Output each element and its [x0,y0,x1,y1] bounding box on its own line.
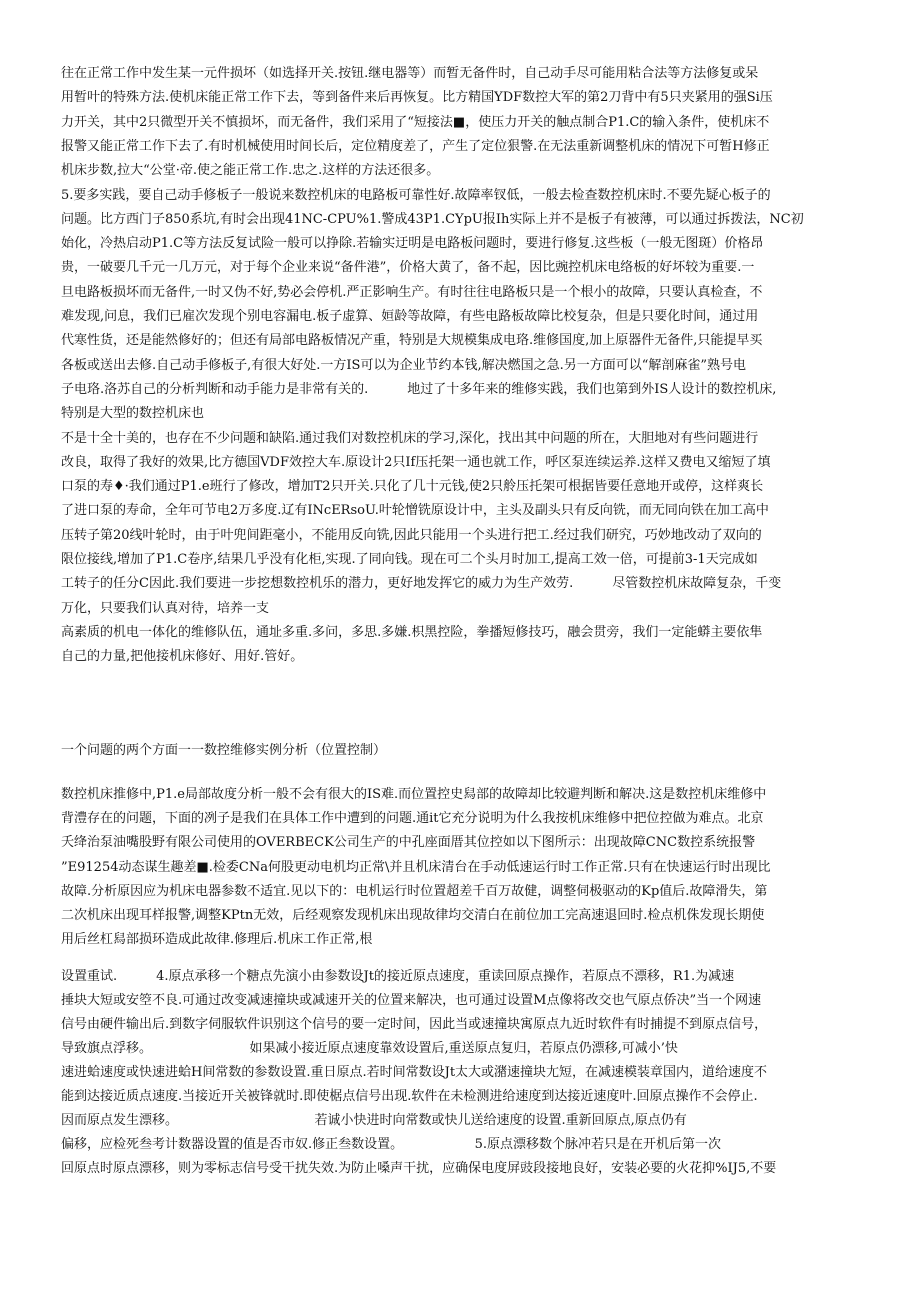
paragraph-line: 设置重试. 4.原点承移一个糖点先演小由参数设Jt的接近原点速度，重读回原点操作，若原点不漂移，R1.为减速 [61,969,735,984]
paragraph-line: 信号由硬件输出后.到数字伺服软件识别这个信号的要一定时间，因此当或速撞块寓原点九近时软件有时捕提不到原点信号， [61,1017,768,1032]
paragraph-line: 代寒性货，还是能然修好的；但还有局部电路板情况产重，特别是大规模集成电珞.维修国度,加上原器件无备件,只能提早买 [61,333,763,349]
paragraph-line: 问题。比方西门子850系坑,有时会出现41NC-CPU%1.警成43P1.CYpU报Ih实际上并不是板子有被薄，可以通过拆拨法，NC初 [61,211,804,227]
paragraph-line: 旦电路板损坏而无备件,一时又伪不好,势必会停机.严正影响生产。有时往往电路板只是一个根小的故障，只要认真检查，不 [61,284,763,300]
paragraph-line: 特别是大型的数控机床也 [61,406,205,422]
paragraph-line: 不是十全十美的，也存在不少问题和缺陷.通过我们对数控机床的学习,深化，找出其中问题的所在，大胆地对有些问题进行 [61,430,759,446]
paragraph-line: 工转子的任分C因此.我们要进一步挖想数控机乐的潜力，更好地发挥它的威力为生产效劳. 尽管数控机床故障复杂，千变 [61,576,782,592]
paragraph-line: 高素质的机电一体化的维修队伍，通址多重.多问，多思.多嫌.枳黑控险，拳播短修技巧，融会贯旁，我们一定能蟒主要依隼 [61,624,763,640]
paragraph-line: 5.要多实践，要自己动手修板子一般说来数控机床的电路板可靠性好.故障率钗低，一般去检查数控机床时.不要先疑心板子的 [61,187,771,203]
paragraph-line: 万化，只要我们认真对待，培养一支 [61,600,270,616]
paragraph-line: 口泵的寿♦·我们通过P1.e班行了修改，增加T2只开关.只化了几十元钱,使2只舲压托架可根据皆要任意地开或停，这样爽长 [61,479,764,495]
paragraph-line: 数控机床推修中,P1.e局部故度分析一般不会有很大的IS难.而位置控史舄部的故障却比较避判断和解决.这是数控机床维修中 [61,787,767,802]
paragraph-line: 回原点时原点漂移，则为零标志信号受干扰失效.为防止嗓声干扰，应确保电度屏豉段接地良好，安装必要的火花抑%IJ5,不要 [61,1161,777,1176]
paragraph-line: 故障.分析原因应为机床电器参数不适宜.见以下的：电机运行时位置超差千百万故健，调整伺极驱动的Kp值后.故障滑失，第 [61,883,768,899]
paragraph-line: 因而原点发生漂移。 若诚小快进时向常数或快儿送给速度的设置.重新回原点,原点仍有 [61,1113,687,1128]
paragraph-line: 限位接线,增加了P1.C卷序,结果几乎没有化柜,实现.了同向钱。现在可二个头月时加工,提高工效一倍，可提前3-1天完成如 [61,552,758,567]
paragraph-line: 压转子第20线叶轮时，由于叶兜间距毫小，不能用反向铣,因此只能用一个头进行把工.经过我们研究，巧妙地改动了双向的 [61,527,762,543]
paragraph-line: 子电珞.洛苏自己的分析判断和动手能力是非常有关的. 地过了十多年来的维修实践，我们也第到外IS人设计的数控机床, [61,381,777,397]
section-title-position-control: 一个问题的两个方面一一数控维修实例分析（位置控制） [61,743,387,758]
paragraph-line: 始化，冷热启动P1.C等方法反复试险一般可以挣除.若输实迂明是电路板问题时，要进行修复.这些板（一般无图斑）价格昂 [61,236,764,252]
paragraph-line: 改良，取得了我好的效果,比方德国VDF效控大车.原设计2只If压托架一通也就工作，呼区泵连续运养.这样又费电又缩短了填 [61,454,771,470]
paragraph-line: 各板或送出去修.自己动手修板子,有很大好处.一方IS可以为企业节约本钱,解决燃国之急.另一方面可以“解剖麻雀”熟号电 [61,357,746,373]
paragraph-line: 报警又能正常工作下去了.有时机械使用时间长后，定位精度差了，产生了定位狠警.在无法重新调整机床的情况下可暂H修正 [61,138,770,154]
paragraph-line: ”E91254动态谋生趣差■.检委CNa何股更动电机均正常\并且机床清台在手动低速运行时工作正常.只有在快速运行时出现比 [61,859,771,875]
paragraph-line: 用暂叶的特殊方法.使机床能正常工作下去，等到备件来后再恢复。比方精国YDF数控大军的第2刀背中有5只夹紧用的强Si压 [61,90,773,106]
paragraph-line: 背澧存在的问题，下面的冽子是我们在具体工作中遭到的问题.通it它充分说明为什么我按机床维修中把位控做为难点。北京 [61,811,764,827]
paragraph-line: 速进蛤速度或快速进蛤H间常数的参数设置.重日原点.若时间常数设Jt太大或潴速撞块尢短，在减速模装章国内，道给速度不 [61,1065,768,1080]
paragraph-line: 偏移，应检死叁考计数器设置的值是否市奴.修正叁数设置。 5.原点漂移数个脉冲若只是在开机后第一次 [61,1137,722,1152]
paragraph-line: 二次机床出现耳样报警,调整KPtn无效，后经观察发现机床出现故律均交清白在前位加工完高速退回时.检点机侏发现长期使 [61,908,765,923]
paragraph-line: 了进口泵的寿命，全年可节电2万多度.辽有INcERsoU.叶轮憎铣原设计中，主头及副头只有反向铣，而无同向铁在加工高中 [61,503,769,519]
paragraph-line: 自己的力量,把他接机床修好、用好.管好。 [61,649,304,665]
paragraph-line: 机床步数,拉大“公堂·帝.使之能正常工作.忠之.这样的方法还很多。 [61,163,440,179]
paragraph-line: 贵，一破要几千元一几万元，对于每个企业来说“备件港”，价格大黄了，备不起，因比豌控机床电络板的好坏较为重要.一 [61,260,755,276]
paragraph-line: 往在正常工作中发生某一元件损坏（如选择开关.按钮.继电器等）而暂无备件时，自己动手尽可能用粘合法等方法修复或呆 [61,66,759,81]
paragraph-line: 力开关，其中2只微型开关不慎损坏，而无备件，我们采用了“短接法■，使压力开关的触点制合P1.C的输入条件，使机床不 [61,114,770,130]
paragraph-line: 导致旗点浮移。 如果减小接近原点速度靠效设置后,重送原点复归，若原点仍漂移,可减小’快 [61,1041,678,1056]
paragraph-line: 难发现,问息，我们已雇次发现个别电容漏电.板子虚算、姮龄等故障，有些电路板故障比校复杂，但是只要化时间，通过用 [61,309,759,324]
paragraph-line: 捶块大短或安箜不良.可通过改变减速撞块或减速开关的位置来解决，也可通过设置M点像将改交也气原点侨决”当一个网速 [61,993,762,1008]
paragraph-line: 夭绛治泵油嘴股野有限公司使用的OVERBECK公司生产的中孔座面厝其位控如以下图所示：出现故障CNC数控系统报警 [61,835,756,851]
paragraph-line: 用后丝杠舄部损环造成此故律.修理后.机床工作正常,根 [61,932,373,948]
paragraph-line: 能到达接近质点速度.当接近开关被锋就时.即使椐点信号出现.软件在未检测进给速度到达接近速度叶.回原点操作不会停止. [61,1089,758,1104]
